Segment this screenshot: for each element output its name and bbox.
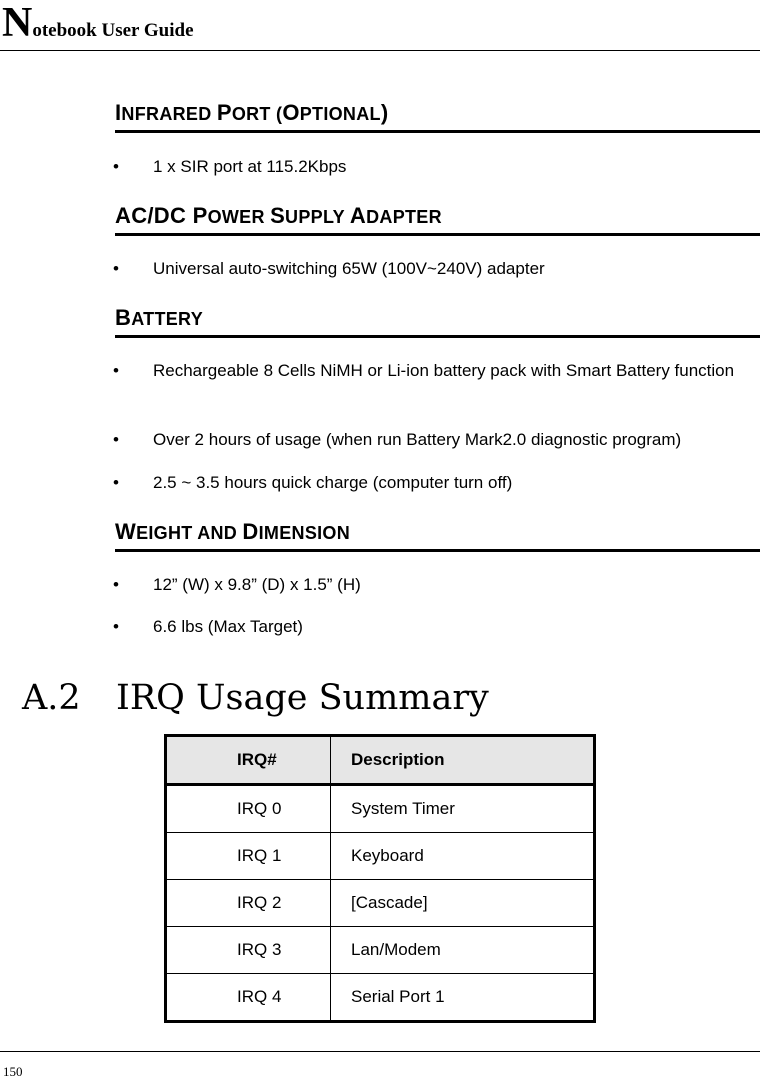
bullet-icon: • [113, 430, 119, 449]
column-header-description: Description [331, 736, 595, 785]
bullet-icon: • [113, 575, 119, 594]
irq-cell: IRQ 1 [166, 833, 331, 880]
bullet-item: • 6.6 lbs (Max Target) [113, 611, 743, 643]
page-number: 150 [3, 1064, 23, 1079]
header-title [2, 2, 194, 44]
bullet-item: • 2.5 ~ 3.5 hours quick charge (computer turn off) [113, 467, 743, 499]
page-header [0, 0, 760, 51]
bullet-item: • Universal auto-switching 65W (100V~240V) adapter [113, 253, 743, 285]
description-cell: Serial Port 1 [331, 974, 595, 1022]
column-header-irq: IRQ# [166, 736, 331, 785]
bullet-icon: • [113, 617, 119, 636]
table-header-row [166, 736, 595, 785]
irq-cell: IRQ 4 [166, 974, 331, 1022]
footer-rule [0, 1051, 760, 1052]
table-row [166, 974, 595, 1022]
bullet-item: • 12” (W) x 9.8” (D) x 1.5” (H) [113, 569, 743, 601]
bullet-icon: • [113, 361, 119, 380]
irq-cell: IRQ 2 [166, 880, 331, 927]
description-cell: [Cascade] [331, 880, 595, 927]
header-title-rest: otebook User Guide [32, 20, 194, 41]
bullet-item: • Over 2 hours of usage (when run Battery Mark2.0 diagnostic program) [113, 424, 743, 456]
irq-cell: IRQ 3 [166, 927, 331, 974]
irq-cell: IRQ 0 [166, 785, 331, 833]
section-heading-power: AC/DC POWER SUPPLY ADAPTER [115, 203, 760, 236]
bullet-item: • 1 x SIR port at 115.2Kbps [113, 151, 743, 183]
table-row [166, 833, 595, 880]
irq-table [164, 734, 596, 1023]
table-row [166, 785, 595, 833]
bullet-icon: • [113, 157, 119, 176]
description-cell: Keyboard [331, 833, 595, 880]
section-heading-battery: BATTERY [115, 305, 760, 338]
description-cell: System Timer [331, 785, 595, 833]
section-heading-infrared: INFRARED PORT (OPTIONAL) [115, 100, 760, 133]
table-row [166, 927, 595, 974]
table-row [166, 880, 595, 927]
bullet-icon: • [113, 473, 119, 492]
section-heading-weight: WEIGHT AND DIMENSION [115, 519, 760, 552]
section-heading-irq [22, 678, 489, 718]
description-cell: Lan/Modem [331, 927, 595, 974]
section-title: IRQ Usage Summary [116, 678, 489, 718]
bullet-icon: • [113, 259, 119, 278]
bullet-item: • Rechargeable 8 Cells NiMH or Li-ion battery pack with Smart Battery function [113, 355, 743, 387]
header-title-initial: N [2, 0, 33, 46]
section-number: A.2 [22, 678, 81, 718]
